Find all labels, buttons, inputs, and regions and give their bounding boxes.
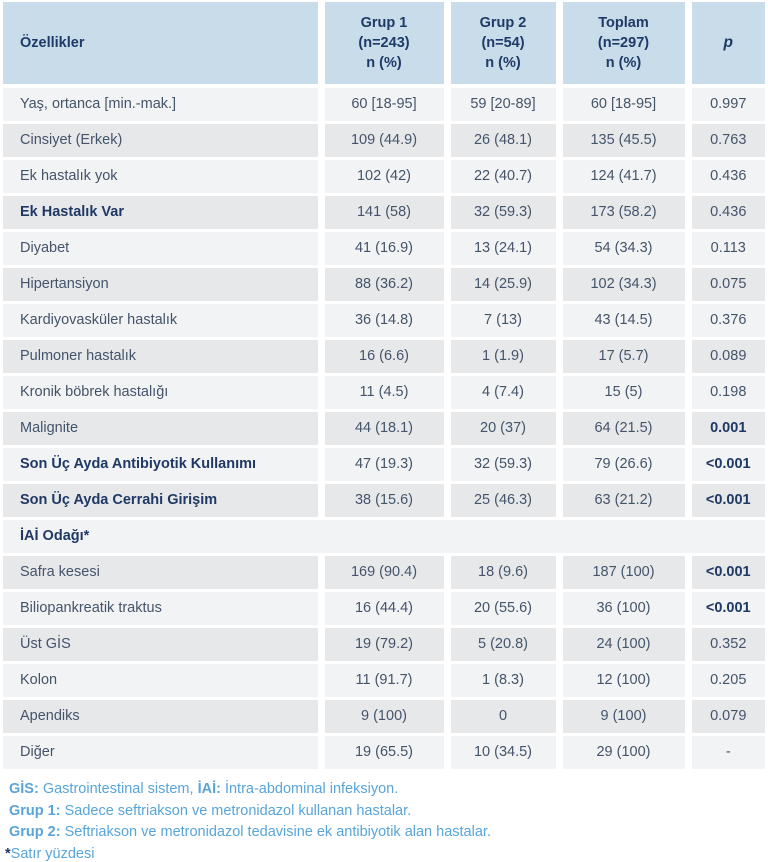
grup1-value-cell: 36 (14.8) (321, 303, 447, 339)
row-label: Safra kesesi (3, 555, 321, 591)
p-value-cell: 0.997 (688, 86, 765, 123)
grup1-value-cell: 41 (16.9) (321, 231, 447, 267)
grup2-value-cell: 1 (8.3) (447, 663, 559, 699)
section-header-row (3, 519, 765, 555)
p-value-cell: <0.001 (688, 483, 765, 519)
grup2-value-cell: 20 (55.6) (447, 591, 559, 627)
p-value-cell: 0.079 (688, 699, 765, 735)
p-value-cell: 0.376 (688, 303, 765, 339)
table-row (3, 375, 765, 411)
column-header-toplam: Toplam (n=297) n (%) (559, 2, 688, 86)
row-label: Ek hastalık yok (3, 159, 321, 195)
row-label: Diyabet (3, 231, 321, 267)
column-header-p: p (688, 2, 765, 86)
row-label: Malignite (3, 411, 321, 447)
row-label: Son Üç Ayda Cerrahi Girişim (3, 483, 321, 519)
row-label: Üst GİS (3, 627, 321, 663)
p-value-cell: <0.001 (688, 447, 765, 483)
grup2-value-cell: 59 [20-89] (447, 86, 559, 123)
footnote-text: Gastrointestinal sistem, (38, 781, 198, 797)
grup2-value-cell: 14 (25.9) (447, 267, 559, 303)
table-header-row (3, 2, 765, 86)
row-label: Hipertansiyon (3, 267, 321, 303)
table-row (3, 303, 765, 339)
table-row (3, 699, 765, 735)
footnote-text: İntra-abdominal infeksiyon. (220, 781, 399, 797)
grup2-value-cell: 13 (24.1) (447, 231, 559, 267)
toplam-value-cell: 173 (58.2) (559, 195, 688, 231)
table-row (3, 627, 765, 663)
p-value-cell: 0.001 (688, 411, 765, 447)
toplam-value-cell: 135 (45.5) (559, 123, 688, 159)
row-label: Son Üç Ayda Antibiyotik Kullanımı (3, 447, 321, 483)
grup1-value-cell: 9 (100) (321, 699, 447, 735)
table-row (3, 339, 765, 375)
p-value-cell: 0.763 (688, 123, 765, 159)
footnote-label: * (5, 845, 11, 862)
row-label: Apendiks (3, 699, 321, 735)
toplam-value-cell: 79 (26.6) (559, 447, 688, 483)
footnote-label: İAİ: (197, 781, 221, 797)
p-value-cell: <0.001 (688, 591, 765, 627)
toplam-value-cell: 36 (100) (559, 591, 688, 627)
toplam-value-cell: 187 (100) (559, 555, 688, 591)
grup1-value-cell: 109 (44.9) (321, 123, 447, 159)
footnote-text: Sadece seftriakson ve metronidazol kullanan hastalar. (60, 802, 412, 819)
p-value-cell: <0.001 (688, 555, 765, 591)
row-label: Kronik böbrek hastalığı (3, 375, 321, 411)
grup1-value-cell: 102 (42) (321, 159, 447, 195)
grup2-value-cell: 4 (7.4) (447, 375, 559, 411)
toplam-value-cell: 102 (34.3) (559, 267, 688, 303)
grup2-value-cell: 32 (59.3) (447, 447, 559, 483)
table-row (3, 411, 765, 447)
toplam-value-cell: 15 (5) (559, 375, 688, 411)
section-label: İAİ Odağı* (3, 519, 765, 555)
grup1-value-cell: 47 (19.3) (321, 447, 447, 483)
table-row (3, 483, 765, 519)
toplam-value-cell: 63 (21.2) (559, 483, 688, 519)
p-value-cell: 0.436 (688, 195, 765, 231)
p-value-cell: 0.113 (688, 231, 765, 267)
p-value-cell: 0.198 (688, 375, 765, 411)
row-label: Kolon (3, 663, 321, 699)
grup2-value-cell: 18 (9.6) (447, 555, 559, 591)
grup1-value-cell: 88 (36.2) (321, 267, 447, 303)
table-row (3, 591, 765, 627)
table-row (3, 735, 765, 771)
table-row (3, 159, 765, 195)
footnote-text: Seftriakson ve metronidazol tedavisine ek antibiyotik alan hastalar. (60, 824, 491, 840)
footnote-label: Grup 1: (9, 802, 61, 819)
table-footnotes (3, 772, 765, 862)
p-value-cell: 0.436 (688, 159, 765, 195)
grup2-value-cell: 0 (447, 699, 559, 735)
grup2-value-cell: 7 (13) (447, 303, 559, 339)
table-row (3, 231, 765, 267)
grup1-value-cell: 60 [18-95] (321, 86, 447, 123)
row-label: Pulmoner hastalık (3, 339, 321, 375)
row-label: Kardiyovasküler hastalık (3, 303, 321, 339)
column-header-grup1: Grup 1 (n=243) n (%) (321, 2, 447, 86)
toplam-value-cell: 54 (34.3) (559, 231, 688, 267)
footnote-line (5, 844, 765, 862)
grup1-value-cell: 16 (6.6) (321, 339, 447, 375)
grup1-value-cell: 11 (91.7) (321, 663, 447, 699)
grup1-value-cell: 19 (79.2) (321, 627, 447, 663)
toplam-value-cell: 64 (21.5) (559, 411, 688, 447)
table-body (3, 86, 765, 771)
grup2-value-cell: 5 (20.8) (447, 627, 559, 663)
table-row (3, 267, 765, 303)
footnote-line (9, 801, 765, 823)
footnote-line (9, 822, 765, 844)
p-value-cell: 0.089 (688, 339, 765, 375)
toplam-value-cell: 24 (100) (559, 627, 688, 663)
toplam-value-cell: 9 (100) (559, 699, 688, 735)
row-label: Cinsiyet (Erkek) (3, 123, 321, 159)
grup2-value-cell: 20 (37) (447, 411, 559, 447)
row-label: Biliopankreatik traktus (3, 591, 321, 627)
grup1-value-cell: 11 (4.5) (321, 375, 447, 411)
table-row (3, 555, 765, 591)
column-header-grup2: Grup 2 (n=54) n (%) (447, 2, 559, 86)
table-row (3, 663, 765, 699)
grup2-value-cell: 25 (46.3) (447, 483, 559, 519)
grup1-value-cell: 44 (18.1) (321, 411, 447, 447)
grup2-value-cell: 26 (48.1) (447, 123, 559, 159)
p-value-cell: 0.075 (688, 267, 765, 303)
toplam-value-cell: 17 (5.7) (559, 339, 688, 375)
grup2-value-cell: 10 (34.5) (447, 735, 559, 771)
table-row (3, 123, 765, 159)
toplam-value-cell: 124 (41.7) (559, 159, 688, 195)
toplam-value-cell: 60 [18-95] (559, 86, 688, 123)
grup1-value-cell: 16 (44.4) (321, 591, 447, 627)
grup2-value-cell: 32 (59.3) (447, 195, 559, 231)
column-header-ozellikler: Özellikler (3, 2, 321, 86)
grup1-value-cell: 38 (15.6) (321, 483, 447, 519)
footnote-line (9, 779, 765, 801)
table-row (3, 195, 765, 231)
footnote-label: GİS: (9, 781, 39, 797)
p-value-cell: 0.205 (688, 663, 765, 699)
grup1-value-cell: 19 (65.5) (321, 735, 447, 771)
row-label: Diğer (3, 735, 321, 771)
toplam-value-cell: 12 (100) (559, 663, 688, 699)
p-value-cell: 0.352 (688, 627, 765, 663)
row-label: Yaş, ortanca [min.-mak.] (3, 86, 321, 123)
patient-characteristics-table (3, 2, 765, 772)
p-value-cell: - (688, 735, 765, 771)
grup1-value-cell: 141 (58) (321, 195, 447, 231)
footnote-text: Satır yüzdesi (10, 845, 95, 862)
table-row (3, 447, 765, 483)
toplam-value-cell: 29 (100) (559, 735, 688, 771)
grup1-value-cell: 169 (90.4) (321, 555, 447, 591)
grup2-value-cell: 1 (1.9) (447, 339, 559, 375)
toplam-value-cell: 43 (14.5) (559, 303, 688, 339)
footnote-label: Grup 2: (9, 824, 61, 840)
table-row (3, 86, 765, 123)
grup2-value-cell: 22 (40.7) (447, 159, 559, 195)
row-label: Ek Hastalık Var (3, 195, 321, 231)
